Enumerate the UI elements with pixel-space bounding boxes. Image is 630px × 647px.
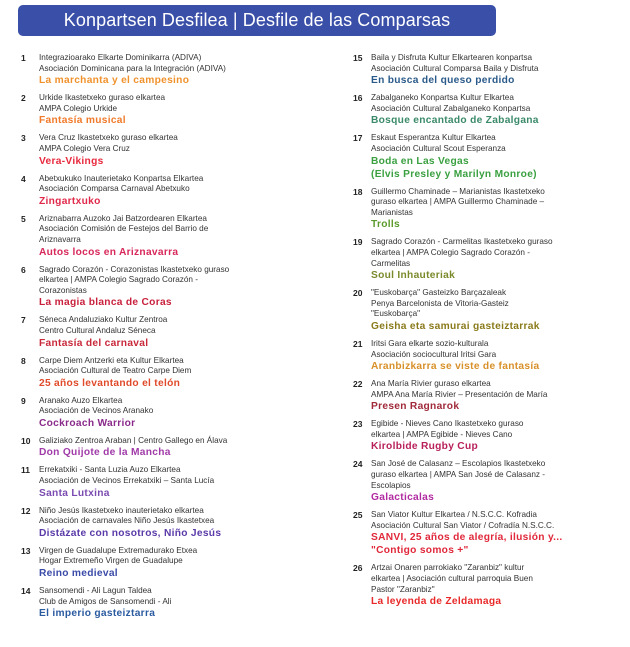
- comparsa-title: Galacticalas: [371, 492, 435, 504]
- association-name: San Viator Kultur Elkartea / N.S.C.C. Kofradia: [371, 510, 537, 520]
- comparsa-title: Autos locos en Ariznavarra: [39, 246, 179, 258]
- entry-body: [39, 133, 321, 167]
- association-name: Ariznabarra Auzoko Jai Batzordearen Elkartea: [39, 213, 207, 223]
- right-column: [353, 53, 630, 614]
- entry-number: 10: [21, 435, 31, 446]
- comparsa-entry: [353, 339, 630, 373]
- entry-body: [371, 187, 630, 232]
- comparsa-title: Distázate con nosotros, Niño Jesús: [39, 527, 222, 539]
- association-name: Asociación Comisión de Festejos del Barrio de: [39, 224, 209, 234]
- entry-number: 4: [21, 173, 26, 184]
- entry-number: 7: [21, 315, 26, 326]
- association-name: Iritsi Gara elkarte sozio-kulturala: [371, 338, 489, 348]
- comparsa-entry: [353, 419, 630, 453]
- comparsa-title: Boda en Las Vegas: [371, 155, 469, 167]
- comparsa-entry: [21, 356, 321, 390]
- association-name: Carmelitas: [371, 258, 411, 268]
- association-name: Egibide - Nieves Cano Ikastetxeko guraso: [371, 419, 524, 429]
- comparsa-entry: [353, 288, 630, 333]
- association-name: Asociación Comparsa Carnaval Abetxuko: [39, 184, 190, 194]
- association-name: Marianistas: [371, 207, 413, 217]
- entry-number: 16: [353, 93, 363, 104]
- entry-number: 19: [353, 237, 363, 248]
- comparsa-title: Geisha eta samurai gasteiztarrak: [371, 320, 540, 332]
- association-name: Guillermo Chaminade – Marianistas Ikastetxeko: [371, 186, 545, 196]
- comparsa-entry: [21, 93, 321, 127]
- association-name: Carpe Diem Antzerki eta Kultur Elkartea: [39, 355, 184, 365]
- comparsa-title: El imperio gasteiztarra: [39, 608, 156, 620]
- comparsa-title: Aranbizkarra se viste de fantasía: [371, 361, 540, 373]
- entry-number: 22: [353, 379, 363, 390]
- entry-number: 2: [21, 93, 26, 104]
- entry-body: [39, 53, 321, 87]
- association-name: Penya Barcelonista de Vitoria-Gasteiz: [371, 298, 509, 308]
- association-name: Pastor "Zaranbiz": [371, 584, 435, 594]
- association-name: Club de Amigos de Sansomendi - Ali: [39, 596, 172, 606]
- association-name: elkartea | AMPA Colegio Sagrado Corazón -: [371, 247, 530, 257]
- entry-body: [39, 396, 321, 430]
- entry-number: 21: [353, 338, 363, 349]
- entry-body: [371, 563, 630, 608]
- association-name: Ana María Rivier guraso elkartea: [371, 379, 491, 389]
- association-name: Asociación Dominicana para la Integración (ADIVA): [39, 63, 226, 73]
- comparsa-title: Cockroach Warrior: [39, 417, 136, 429]
- comparsa-title: Presen Ragnarok: [371, 401, 460, 413]
- comparsa-entry: [21, 265, 321, 310]
- comparsa-title: La marchanta y el campesino: [39, 75, 190, 87]
- entry-number: 5: [21, 213, 26, 224]
- association-name: "Euskobarça" Gasteizko Barçazaleak: [371, 288, 507, 298]
- comparsa-entry: [353, 133, 630, 180]
- association-name: Séneca Andaluziako Kultur Zentroa: [39, 315, 168, 325]
- entry-number: 9: [21, 395, 26, 406]
- entry-body: [371, 133, 630, 180]
- entry-number: 15: [353, 53, 363, 63]
- association-name: Corazonistas: [39, 285, 87, 295]
- comparsa-title: Soul Inhauteriak: [371, 270, 456, 282]
- comparsa-title: "Contigo somos +": [371, 545, 469, 557]
- comparsa-entry: [353, 237, 630, 282]
- page-header-banner: [18, 5, 496, 36]
- comparsa-entry: [21, 465, 321, 499]
- entry-number: 14: [21, 586, 31, 597]
- association-name: Sagrado Corazón - Corazonistas Ikastetxeko guraso: [39, 264, 230, 274]
- comparsa-entry: [353, 563, 630, 608]
- association-name: Urkide Ikastetxeko guraso elkartea: [39, 93, 166, 103]
- comparsa-entry: [21, 436, 321, 460]
- entry-number: 23: [353, 419, 363, 430]
- comparsa-title: 25 años levantando el telón: [39, 377, 181, 389]
- association-name: Asociación Cultural Comparsa Baila y Disfruta: [371, 63, 539, 73]
- association-name: Escolapios: [371, 480, 411, 490]
- comparsa-title: Fantasía del carnaval: [39, 337, 149, 349]
- comparsa-entry: [353, 510, 630, 557]
- entry-body: [39, 265, 321, 310]
- association-name: Galiziako Zentroa Araban | Centro Gallego en Álava: [39, 435, 228, 445]
- association-name: Zabalganeko Konpartsa Kultur Elkartea: [371, 93, 514, 103]
- association-name: Artzai Onaren parrokiako "Zaranbiz" kultur: [371, 563, 525, 573]
- entry-body: [39, 546, 321, 580]
- entry-body: [39, 93, 321, 127]
- association-name: Virgen de Guadalupe Extremadurako Etxea: [39, 545, 198, 555]
- entry-body: [371, 459, 630, 504]
- association-name: Integrazioarako Elkarte Dominikarra (ADIVA): [39, 53, 202, 62]
- association-name: Aranako Auzo Elkartea: [39, 395, 123, 405]
- comparsa-title: (Elvis Presley y Marilyn Monroe): [371, 168, 537, 180]
- comparsa-title: Santa Lutxina: [39, 487, 110, 499]
- entry-body: [39, 465, 321, 499]
- association-name: Eskaut Esperantza Kultur Elkartea: [371, 133, 496, 143]
- comparsa-entry: [21, 214, 321, 259]
- comparsa-title: Vera-Vikings: [39, 155, 104, 167]
- comparsa-entry: [353, 187, 630, 232]
- entry-number: 1: [21, 53, 26, 63]
- comparsa-entry: [21, 396, 321, 430]
- comparsa-title: Reino medieval: [39, 568, 118, 580]
- page-title: Konpartsen Desfilea | Desfile de las Comparsas: [63, 10, 451, 30]
- entry-body: [371, 379, 630, 413]
- association-name: elkartea | AMPA Colegio Sagrado Corazón -: [39, 275, 198, 285]
- comparsa-title: Bosque encantado de Zabalgana: [371, 115, 539, 127]
- comparsa-entry: [21, 133, 321, 167]
- entry-number: 3: [21, 133, 26, 144]
- association-name: Asociación Cultural de Teatro Carpe Diem: [39, 366, 192, 376]
- entry-number: 11: [21, 465, 30, 476]
- association-name: Centro Cultural Andaluz Séneca: [39, 325, 156, 335]
- association-name: "Euskobarça": [371, 309, 421, 319]
- entry-number: 6: [21, 264, 26, 275]
- association-name: Sagrado Corazón - Carmelitas Ikastetxeko guraso: [371, 237, 553, 247]
- association-name: elkartea | Asociación cultural parroquia Buen: [371, 574, 533, 584]
- comparsa-entry: [21, 174, 321, 208]
- association-name: AMPA Colegio Vera Cruz: [39, 143, 130, 153]
- entry-number: 13: [21, 545, 31, 556]
- entry-number: 20: [353, 288, 363, 299]
- association-name: elkartea | AMPA Egibide - Nieves Cano: [371, 429, 513, 439]
- entry-number: 24: [353, 459, 363, 470]
- comparsa-title: SANVI, 25 años de alegría, ilusión y...: [371, 532, 563, 544]
- association-name: Vera Cruz Ikastetxeko guraso elkartea: [39, 133, 178, 143]
- comparsa-entry: [21, 546, 321, 580]
- comparsa-entry: [353, 459, 630, 504]
- association-name: Asociación de carnavales Niño Jesús Ikastetxea: [39, 516, 215, 526]
- association-name: Hogar Extremeño Virgen de Guadalupe: [39, 556, 183, 566]
- entry-body: [371, 93, 630, 127]
- association-name: Asociación sociocultural Iritsi Gara: [371, 349, 497, 359]
- comparsa-title: Fantasía musical: [39, 115, 126, 127]
- association-name: AMPA Colegio Urkide: [39, 103, 118, 113]
- entry-body: [39, 436, 321, 460]
- association-name: Ariznavarra: [39, 234, 81, 244]
- entry-body: [39, 586, 321, 620]
- association-name: Asociación Cultural Zabalganeko Konpartsa: [371, 103, 531, 113]
- comparsa-entry: [353, 53, 630, 87]
- comparsa-entry: [21, 506, 321, 540]
- comparsa-title: La magia blanca de Coras: [39, 297, 172, 309]
- comparsa-title: Trolls: [371, 219, 400, 231]
- comparsa-title: Zingartxuko: [39, 195, 101, 207]
- entry-number: 8: [21, 355, 26, 366]
- association-name: Asociación Cultural San Viator / Cofradía N.S.C.C.: [371, 520, 555, 530]
- association-name: guraso elkartea | AMPA San José de Calasanz -: [371, 470, 546, 480]
- comparsa-entry: [21, 315, 321, 349]
- entry-number: 12: [21, 505, 31, 516]
- entry-body: [39, 506, 321, 540]
- left-column: [21, 53, 321, 626]
- entry-body: [371, 419, 630, 453]
- association-name: Asociación Cultural Scout Esperanza: [371, 143, 506, 153]
- entry-body: [39, 214, 321, 259]
- association-name: Sansomendi - Ali Lagun Taldea: [39, 586, 152, 596]
- comparsa-title: Don Quijote de la Mancha: [39, 447, 171, 459]
- entry-body: [39, 315, 321, 349]
- comparsa-title: En busca del queso perdido: [371, 75, 515, 87]
- comparsa-entry: [353, 93, 630, 127]
- entry-body: [371, 53, 630, 87]
- entry-body: [39, 356, 321, 390]
- association-name: Abetxukuko Inauterietako Konpartsa Elkartea: [39, 173, 204, 183]
- entry-body: [371, 288, 630, 333]
- entry-body: [371, 237, 630, 282]
- entry-body: [39, 174, 321, 208]
- association-name: guraso elkartea | AMPA Guillermo Chaminade –: [371, 197, 545, 207]
- association-name: Baila y Disfruta Kultur Elkartearen konpartsa: [371, 53, 533, 62]
- entry-body: [371, 510, 630, 557]
- comparsa-entry: [21, 586, 321, 620]
- association-name: Asociación de Vecinos Aranako: [39, 406, 154, 416]
- entry-body: [371, 339, 630, 373]
- association-name: AMPA Ana María Rivier – Presentación de María: [371, 389, 548, 399]
- comparsa-entry: [21, 53, 321, 87]
- comparsa-title: Kirolbide Rugby Cup: [371, 441, 479, 453]
- association-name: San José de Calasanz – Escolapios Ikastetxeko: [371, 459, 546, 469]
- entry-number: 26: [353, 563, 363, 574]
- entry-number: 25: [353, 510, 363, 521]
- comparsa-title: La leyenda de Zeldamaga: [371, 596, 502, 608]
- association-name: Errekatxiki - Santa Luzia Auzo Elkartea: [39, 465, 181, 475]
- entry-number: 18: [353, 186, 363, 197]
- comparsa-entry: [353, 379, 630, 413]
- entry-number: 17: [353, 133, 363, 144]
- association-name: Niño Jesús Ikastetxeko inauterietako elkartea: [39, 505, 204, 515]
- association-name: Asociación de Vecinos Errekatxiki – Santa Lucía: [39, 476, 215, 486]
